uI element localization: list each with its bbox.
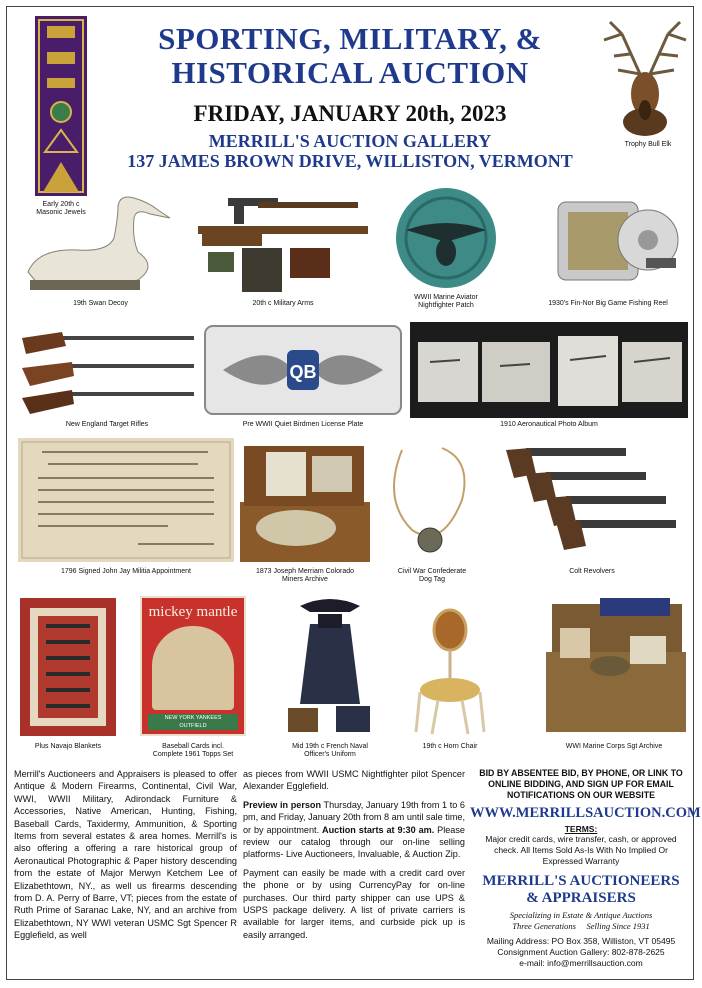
baseball-card-image — [140, 596, 246, 736]
horn-chair-image — [412, 600, 488, 736]
caption-wwi: WWI Marine Corps Sgt Archive — [565, 743, 663, 750]
tagline-generations: Three Generations Selling Since 1931 — [512, 921, 650, 931]
card-team-banner — [148, 714, 238, 730]
caption-naval: Mid 19th c French Naval Officer's Uniform — [292, 743, 368, 758]
naval-uniform-image — [280, 594, 380, 740]
caption-colt: Colt Revolvers — [569, 568, 615, 575]
contact-email[interactable]: e-mail: info@merrillsauction.com — [519, 958, 643, 968]
title-line-2: HISTORICAL AUCTION — [171, 55, 529, 90]
caption-military-arms: 20th c Military Arms — [252, 300, 314, 307]
body-preview-paragraph — [243, 799, 465, 861]
body-nightfighter-paragraph: as pieces from WWII USMC Nightfighter pilot Spencer Alexander Egglefield. — [243, 769, 465, 792]
caption-masonic: Early 20th c Masonic Jewels — [36, 201, 86, 216]
venue-address: 137 JAMES BROWN DRIVE, WILLISTON, VERMONT — [127, 151, 573, 171]
caption-baseball: Baseball Cards incl. Complete 1961 Topps Set — [152, 743, 234, 758]
navajo-blanket-image — [16, 596, 120, 738]
title-line-1: SPORTING, MILITARY, & — [158, 21, 542, 56]
caption-dogtag: Civil War Confederate Dog Tag — [397, 568, 467, 583]
caption-archive: 1873 Joseph Merriam Colorado Miners Archive — [255, 568, 355, 583]
colt-revolvers-image — [496, 440, 688, 564]
caption-navajo: Plus Navajo Blankets — [34, 743, 102, 750]
body-column-1: Merrill's Auctioneers and Appraisers is pleased to offer Antique & Modern Firearms, Continental, Civil War, WWI, WWII Military, Adirondack Furniture & Accessories, Native American, Hunting, Fishing, Baseball Cards, Taxidermy, Ammunition, & Sporting Items from several estates & area homes. Merrill's is also offering a offering a rare historical group of Aeronautical Photographic & Paper history descending from the estate of Major Merwyn Ketchem Lee of Elizabethtown, NY., as well us firearms descending from D. A. Perry of Barre, VT; pieces from the estate of Ruth Prime of Saranac Lake, NY, and an archive from Elizabethtown, NY WWI veteran USMC Sgt Spencer R Egglefield, as well — [14, 769, 237, 941]
masonic-jewels-image — [25, 12, 97, 202]
caption-horn-chair: 19th c Horn Chair — [422, 743, 478, 750]
swan-decoy-image — [18, 188, 183, 296]
license-plate-image — [203, 324, 403, 416]
company-name-line-1: MERRILL'S AUCTIONEERS — [482, 873, 680, 889]
card-player-name: mickey mantle — [148, 604, 238, 620]
trophy-elk-image — [592, 14, 692, 139]
wwi-archive-image — [540, 596, 688, 738]
catalog-text: Please review our catalog through our on-line selling platforms- Live Auctioneers, Invaluable, & Auction Zip. — [243, 824, 465, 860]
website-link[interactable]: WWW.MERRILLSAUCTION.COM — [470, 805, 701, 821]
photo-album-image — [410, 322, 688, 418]
caption-elk: Trophy Bull Elk — [624, 141, 672, 148]
dog-tag-image — [372, 440, 492, 564]
body-column-2 — [243, 768, 465, 974]
caption-aviator: WWII Marine Aviator Nightfighter Patch — [414, 294, 478, 309]
caption-swan: 19th Swan Decoy — [73, 300, 128, 307]
militia-appointment-image — [18, 438, 234, 562]
caption-plate: Pre WWII Quiet Birdmen License Plate — [242, 421, 364, 428]
caption-rifles: New England Target Rifles — [65, 421, 149, 428]
preview-label: Preview in person — [243, 799, 322, 810]
card-team: NEW YORK YANKEES — [164, 715, 222, 721]
auction-date: FRIDAY, JANUARY 20th, 2023 — [193, 101, 507, 126]
miners-archive-image — [236, 442, 374, 566]
gallery-phone: Consignment Auction Gallery: 802-878-2625 — [497, 947, 665, 957]
company-name-line-2: & APPRAISERS — [526, 890, 636, 906]
card-player-portrait — [152, 626, 234, 710]
tagline-specializing: Specializing in Estate & Antique Auctions — [509, 910, 653, 920]
card-position: OUTFIELD — [179, 723, 207, 729]
caption-reel: 1930's Fin-Nor Big Game Fishing Reel — [548, 300, 668, 307]
terms-label: TERMS: — [564, 824, 598, 834]
target-rifles-image — [18, 326, 196, 418]
fishing-reel-image — [528, 188, 688, 296]
preview-text: Thursday, January 19th from 1 to 6 pm, and Friday, January 20th from 8 am until sale time, or by appointment. — [243, 799, 465, 835]
bid-notice: BID BY ABSENTEE BID, BY PHONE, OR LINK TO ONLINE BIDDING, AND SIGN UP FOR EMAIL NOTIFICATIONS ON OUR WEBSITE — [479, 768, 683, 800]
military-arms-image — [198, 192, 368, 296]
body-payment-paragraph: Payment can easily be made with a credit card over the phone or by using CurrencyPay for on-line purchases. Our third party shipper can use UPS & USPS package delivery. A list of private carriers is available for larger items, and curbside pick up is easily arranged. — [243, 867, 465, 940]
caption-album: 1910 Aeronautical Photo Album — [500, 421, 598, 428]
caption-appointment: 1796 Signed John Jay Militia Appointment — [61, 568, 191, 575]
terms-text: Major credit cards, wire transfer, cash, or approved check. All Items Sold As-Is With No Implied Or Expressed Warranty — [485, 834, 677, 866]
mailing-address: Mailing Address: PO Box 358, Williston, VT 05495 — [486, 936, 676, 946]
plate-text: QB — [289, 362, 317, 382]
auction-start: Auction starts at 9:30 am. — [322, 824, 435, 835]
aviator-patch-image — [392, 186, 500, 290]
venue-name: MERRILL'S AUCTION GALLERY — [208, 131, 492, 151]
